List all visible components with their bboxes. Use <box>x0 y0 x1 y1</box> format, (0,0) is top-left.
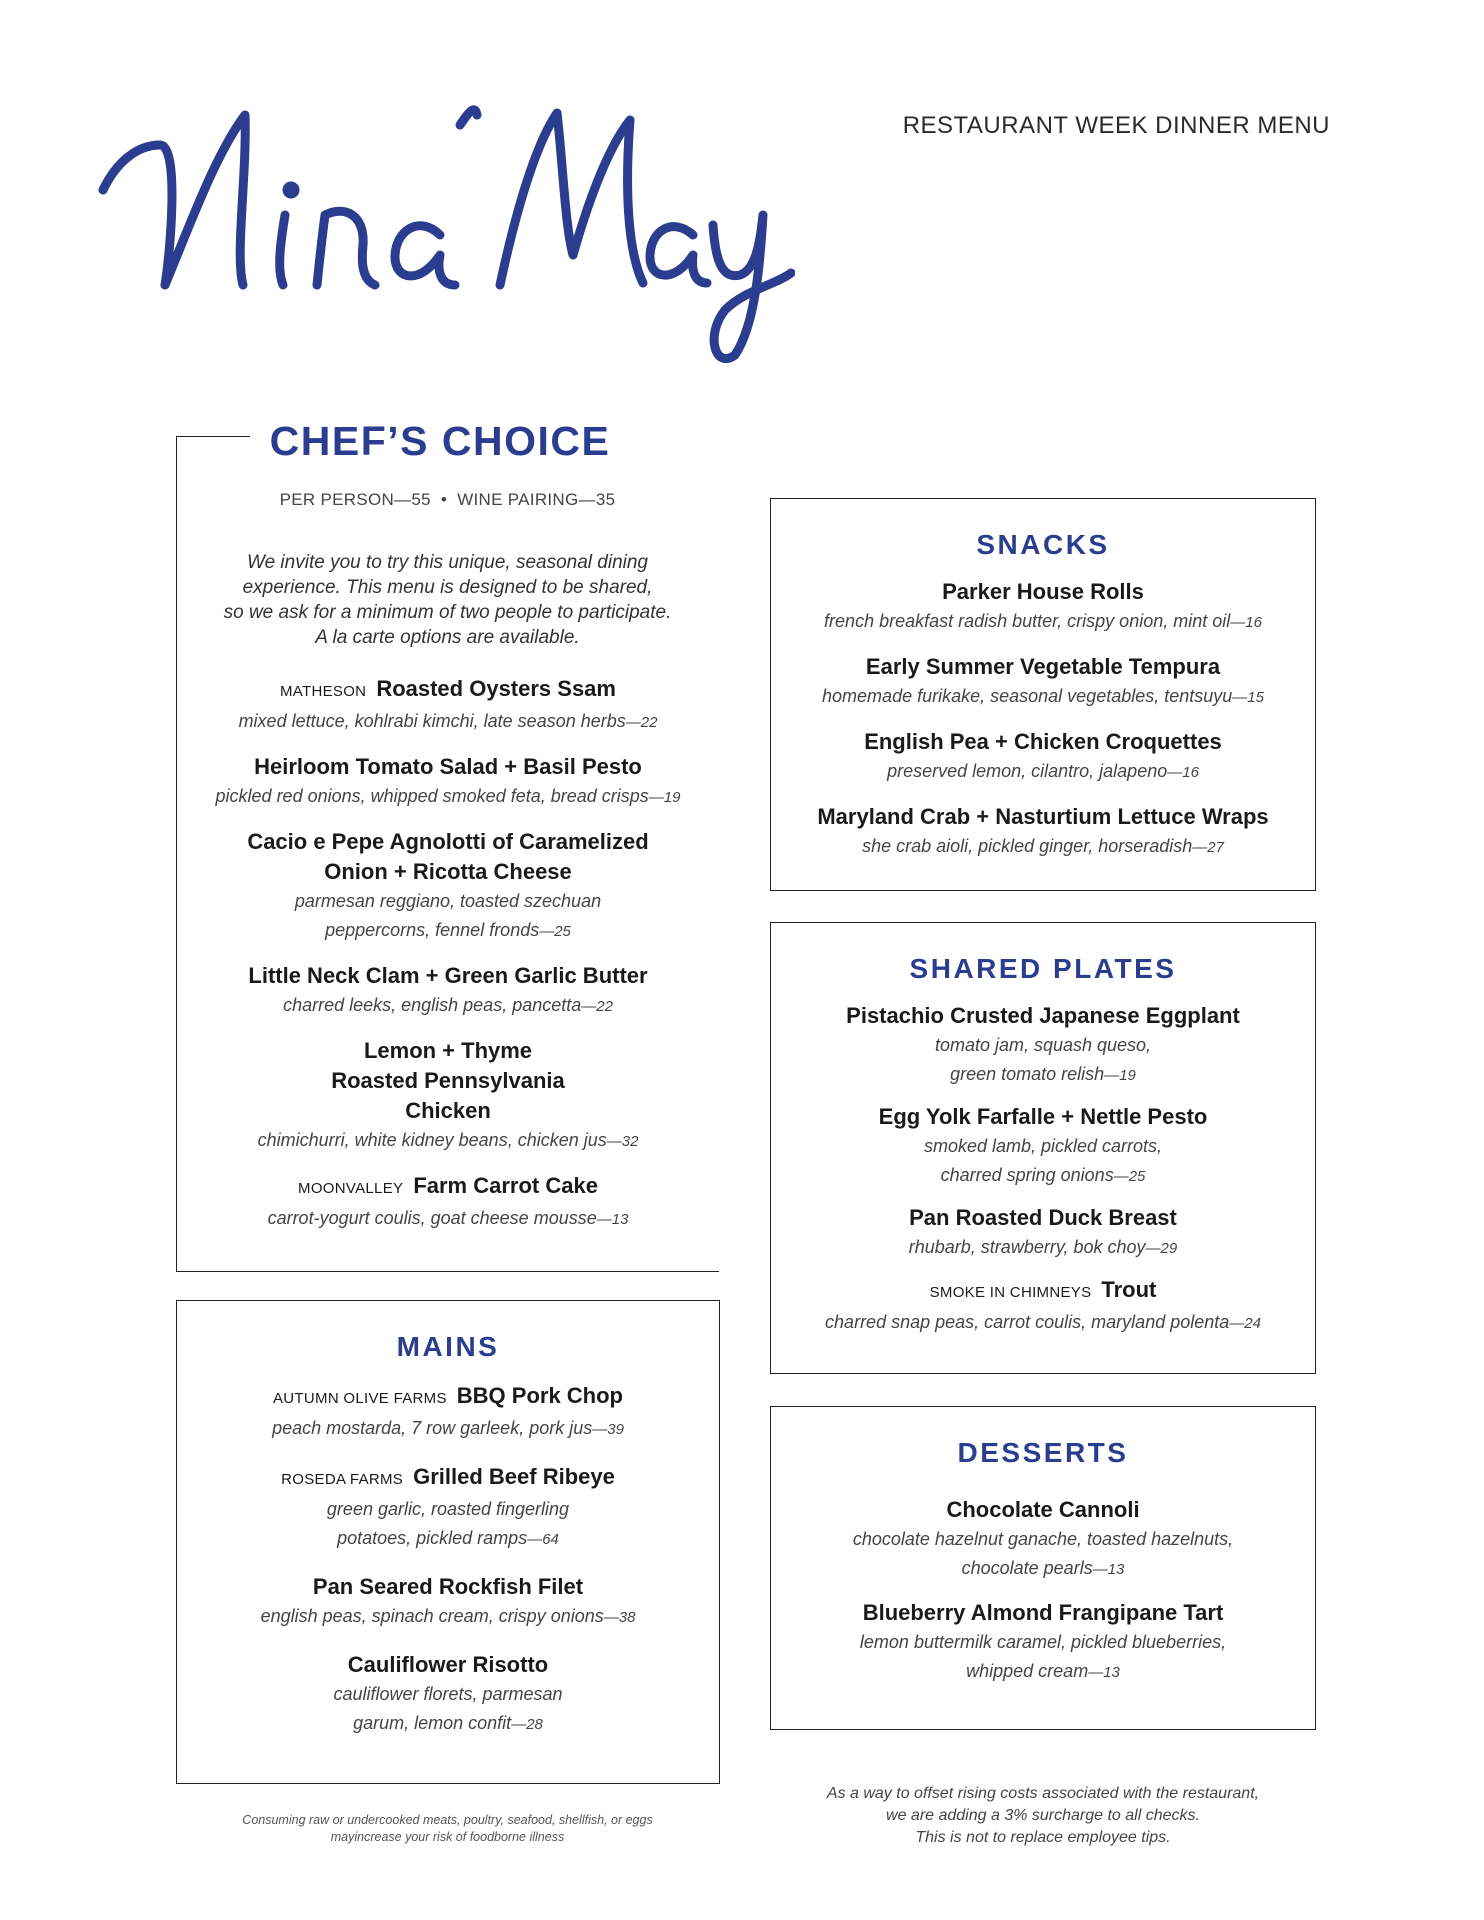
dish-description: she crab aioli, pickled ginger, horseradish <box>862 836 1193 856</box>
health-warning <box>176 1812 719 1846</box>
dish-name: Parker House Rolls <box>942 579 1144 604</box>
dish-description: rhubarb, strawberry, bok choy <box>908 1237 1146 1257</box>
desserts-section <box>770 1406 1316 1730</box>
dish-name: Cauliflower Risotto <box>347 1652 549 1677</box>
dish-name: Little Neck Clam + Green Garlic Butter <box>248 963 648 988</box>
dish-name: Cacio e Pepe Agnolotti of Caramelized Onion + Ricotta Cheese <box>247 829 649 884</box>
mains-title: MAINS <box>396 1331 500 1362</box>
dish-price: —15 <box>1232 689 1264 706</box>
menu-item <box>177 1572 719 1632</box>
dish-description: peach mostarda, 7 row garleek, pork jus <box>272 1418 593 1438</box>
menu-item <box>177 752 719 812</box>
farm-name: MOONVALLEY <box>298 1180 404 1197</box>
logo-script-drawing <box>95 85 795 365</box>
desserts-title: DESSERTS <box>957 1437 1129 1468</box>
farm-name: SMOKE IN CHIMNEYS <box>929 1284 1092 1301</box>
snacks-title: SNACKS <box>976 529 1110 560</box>
chefs-choice-title: CHEF’S CHOICE <box>269 418 611 464</box>
menu-item <box>771 1203 1315 1263</box>
menu-item <box>177 1036 719 1156</box>
dish-name: Trout <box>1101 1277 1157 1302</box>
chefs-choice-intro <box>196 550 699 650</box>
separator-dot: • <box>440 490 448 509</box>
footnote-line: mayincrease your risk of foodborne illness <box>330 1830 565 1844</box>
dish-name: Lemon + Thyme Roasted Pennsylvania Chicken <box>331 1038 565 1123</box>
dish-price: —32 <box>606 1133 639 1150</box>
dish-price: —39 <box>592 1421 624 1438</box>
dish-description: homemade furikake, seasonal vegetables, tentsuyu <box>822 686 1233 706</box>
menu-subtitle: RESTAURANT WEEK DINNER MENU <box>902 112 1330 139</box>
dish-price: —22 <box>625 714 658 731</box>
dish-description: chocolate hazelnut ganache, toasted hazelnuts, chocolate pearls <box>852 1529 1234 1578</box>
mains-section <box>176 1300 720 1784</box>
intro-line: so we ask for a minimum of two people to participate. <box>223 602 672 623</box>
dish-description: green garlic, roasted fingerling potatoes, pickled ramps <box>326 1499 570 1548</box>
footnote-line: Consuming raw or undercooked meats, poultry, seafood, shellfish, or eggs <box>242 1813 653 1827</box>
menu-item <box>771 1102 1315 1191</box>
menu-item <box>771 1598 1315 1687</box>
menu-item <box>771 652 1315 712</box>
dish-name: Pan Roasted Duck Breast <box>909 1205 1177 1230</box>
dish-price: —22 <box>581 998 613 1015</box>
dish-price: —13 <box>1088 1664 1120 1681</box>
dish-price: —25 <box>539 923 571 940</box>
menu-item <box>771 802 1315 862</box>
menu-item <box>177 827 719 946</box>
menu-item <box>771 1275 1315 1338</box>
menu-item <box>177 1171 719 1234</box>
dish-name: English Pea + Chicken Croquettes <box>864 729 1222 754</box>
menu-item <box>177 1381 719 1444</box>
intro-line: experience. This menu is designed to be shared, <box>242 577 653 598</box>
menu-item <box>771 577 1315 637</box>
dish-name: Blueberry Almond Frangipane Tart <box>862 1600 1224 1625</box>
footnote-line: As a way to offset rising costs associated with the restaurant, <box>826 1785 1260 1802</box>
footnote-line: This is not to replace employee tips. <box>915 1829 1171 1846</box>
dish-price: —13 <box>1092 1561 1125 1578</box>
wine-pairing-price: WINE PAIRING—35 <box>457 490 616 509</box>
menu-item <box>177 1650 719 1739</box>
dish-name: Pistachio Crusted Japanese Eggplant <box>846 1003 1240 1028</box>
dish-price: —19 <box>648 789 681 806</box>
snacks-section <box>770 498 1316 891</box>
dish-price: —28 <box>511 1716 543 1733</box>
dish-description: preserved lemon, cilantro, jalapeno <box>887 761 1168 781</box>
dish-price: —13 <box>596 1211 629 1228</box>
dish-description: carrot-yogurt coulis, goat cheese mousse <box>267 1208 597 1228</box>
dish-name: Maryland Crab + Nasturtium Lettuce Wraps <box>817 804 1269 829</box>
chefs-choice-pricing <box>176 490 719 510</box>
menu-item <box>177 674 719 737</box>
farm-name: ROSEDA FARMS <box>281 1471 404 1488</box>
dish-price: —27 <box>1192 839 1224 856</box>
dish-price: —64 <box>527 1531 559 1548</box>
dish-price: —16 <box>1167 764 1199 781</box>
farm-name: AUTUMN OLIVE FARMS <box>273 1390 447 1407</box>
dish-price: —38 <box>603 1609 636 1626</box>
dish-name: Egg Yolk Farfalle + Nettle Pesto <box>878 1104 1208 1129</box>
dish-name: Heirloom Tomato Salad + Basil Pesto <box>254 754 642 779</box>
intro-line: A la carte options are available. <box>315 627 580 648</box>
dish-price: —16 <box>1230 614 1262 631</box>
dish-description: lemon buttermilk caramel, pickled blueberries, whipped cream <box>859 1632 1227 1681</box>
dish-description: chimichurri, white kidney beans, chicken jus <box>257 1130 607 1150</box>
menu-item <box>177 961 719 1021</box>
menu-item <box>177 1462 719 1554</box>
farm-name: MATHESON <box>280 683 367 700</box>
nina-may-logo <box>95 85 795 365</box>
dish-name: BBQ Pork Chop <box>456 1383 623 1408</box>
shared-plates-section <box>770 922 1316 1374</box>
menu-item <box>771 1001 1315 1090</box>
dish-name: Farm Carrot Cake <box>413 1173 598 1198</box>
dish-price: —19 <box>1104 1067 1136 1084</box>
dish-description: tomato jam, squash queso, green tomato relish <box>934 1035 1152 1084</box>
footnote-line: we are adding a 3% surcharge to all checks. <box>886 1807 1200 1824</box>
dish-price: —25 <box>1113 1168 1146 1185</box>
dish-description: english peas, spinach cream, crispy onions <box>260 1606 604 1626</box>
per-person-price: PER PERSON—55 <box>279 490 431 509</box>
dish-description: mixed lettuce, kohlrabi kimchi, late season herbs <box>238 711 626 731</box>
dish-name: Chocolate Cannoli <box>946 1497 1140 1522</box>
dish-name: Roasted Oysters Ssam <box>376 676 616 701</box>
menu-item <box>771 1495 1315 1584</box>
dish-price: —24 <box>1229 1315 1261 1332</box>
surcharge-note <box>770 1783 1316 1849</box>
dish-description: smoked lamb, pickled carrots, charred spring onions <box>923 1136 1163 1185</box>
dish-description: french breakfast radish butter, crispy onion, mint oil <box>824 611 1231 631</box>
dish-name: Grilled Beef Ribeye <box>413 1464 615 1489</box>
chefs-choice-top-rule <box>176 436 250 437</box>
dish-description: charred snap peas, carrot coulis, maryland polenta <box>825 1312 1230 1332</box>
menu-item <box>771 727 1315 787</box>
dish-description: parmesan reggiano, toasted szechuan peppercorns, fennel fronds <box>294 891 602 940</box>
dish-name: Pan Seared Rockfish Filet <box>312 1574 584 1599</box>
dish-description: pickled red onions, whipped smoked feta, bread crisps <box>215 786 649 806</box>
dish-name: Early Summer Vegetable Tempura <box>865 654 1221 679</box>
dish-description: charred leeks, english peas, pancetta <box>283 995 582 1015</box>
intro-line: We invite you to try this unique, seasonal dining <box>247 552 648 573</box>
chefs-choice-items <box>177 674 719 1234</box>
shared-plates-title: SHARED PLATES <box>909 953 1177 984</box>
dish-description: cauliflower florets, parmesan garum, lemon confit <box>333 1684 563 1733</box>
dish-price: —29 <box>1145 1240 1178 1257</box>
